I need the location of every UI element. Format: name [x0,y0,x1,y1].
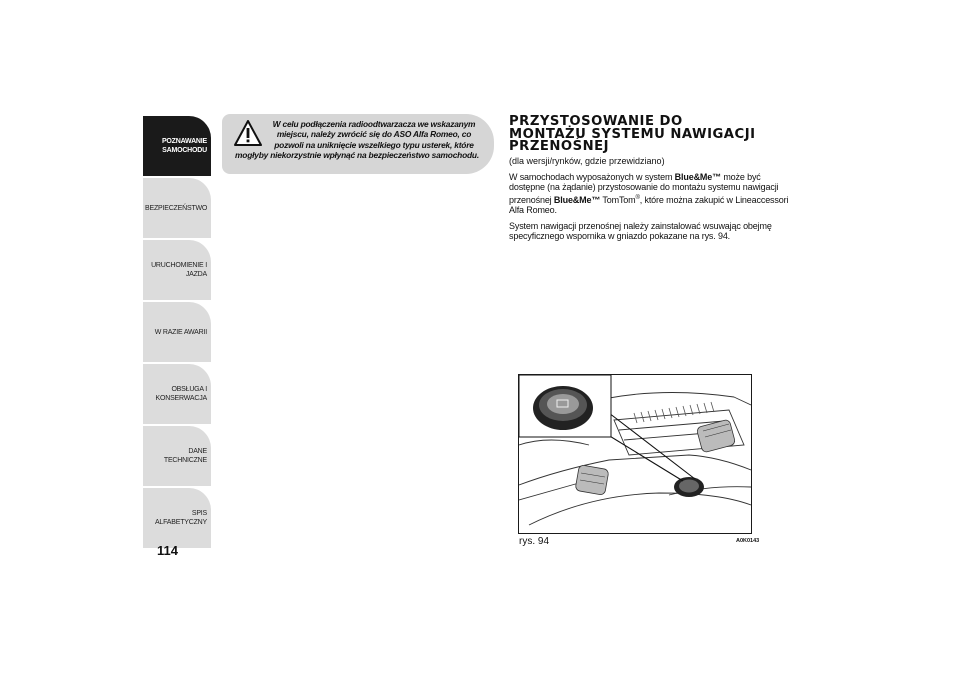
tab-poznawanie-samochodu[interactable] [143,116,211,176]
text-run: , które można zakupić w Lineaccessori Alfa Romeo. [509,194,789,215]
brand-name: Blue&Me™ [674,171,721,182]
warning-box [222,114,494,174]
registered-mark: ® [635,194,640,201]
tab-bezpieczenstwo[interactable] [143,178,211,238]
figure-caption: rys. 94 [519,536,550,547]
page-number: 114 [157,543,178,558]
tab-label: URUCHOMIENIE I JAZDA [151,262,207,278]
text-run: może być dostępne (na żądanie) przystosowanie do montażu systemu nawigacji przenośnej [509,171,779,205]
tab-dane-techniczne[interactable] [143,426,211,486]
tab-label: BEZPIECZEŃSTWO [145,204,208,212]
tab-w-razie-awarii[interactable] [143,302,211,362]
tab-uruchomienie-i-jazda[interactable] [143,240,211,300]
warning-line: W celu podłączenia radioodtwarzacza we wskazanym [272,119,476,129]
section-content [509,116,789,247]
warning-line: pozwoli na uniknięcie wszelkiego typu usterek, które [274,139,474,150]
figure-dashboard-socket [518,374,752,534]
heading-line: PRZYSTOSOWANIE DO [509,114,683,129]
tab-label: POZNAWANIE SAMOCHODU [161,138,207,154]
tab-label: OBSŁUGA I KONSERWACJA [155,386,207,402]
figure-code: A0K0143 [736,538,760,544]
dashboard-illustration [519,375,751,533]
paragraph-2: System nawigacji przenośnej należy zainstalować wsuwając obejmę specyficznego wspornika w gniazdo pokazane na rys. 94. [509,220,772,241]
warning-text [228,119,486,161]
warning-triangle-icon [234,120,262,146]
warning-line: mogłyby niekorzystnie wpłynąć na bezpieczeństwo samochodu. [235,150,479,161]
text-run: W samochodach wyposażonych w system [509,171,675,182]
section-heading [509,116,789,154]
brand-name: Blue&Me™ [553,194,601,205]
paragraph-1 [509,172,789,216]
text-run: TomTom [600,194,636,205]
tab-label: W RAZIE AWARII [154,328,207,336]
tab-label: DANE TECHNICZNE [163,448,207,464]
heading-line: PRZENOŚNEJ [509,139,610,154]
heading-line: MONTAŻU SYSTEMU NAWIGACJI [509,126,756,142]
warning-line: miejscu, należy zwrócić się do ASO Alfa Romeo, co [276,129,472,140]
section-subtitle: (dla wersji/rynków, gdzie przewidziano) [509,155,665,166]
tab-label: SPIS ALFABETYCZNY [154,510,207,526]
tab-obsluga-i-konserwacja[interactable] [143,364,211,424]
tab-spis-alfabetyczny[interactable] [143,488,211,548]
chapter-sidebar [143,116,211,550]
